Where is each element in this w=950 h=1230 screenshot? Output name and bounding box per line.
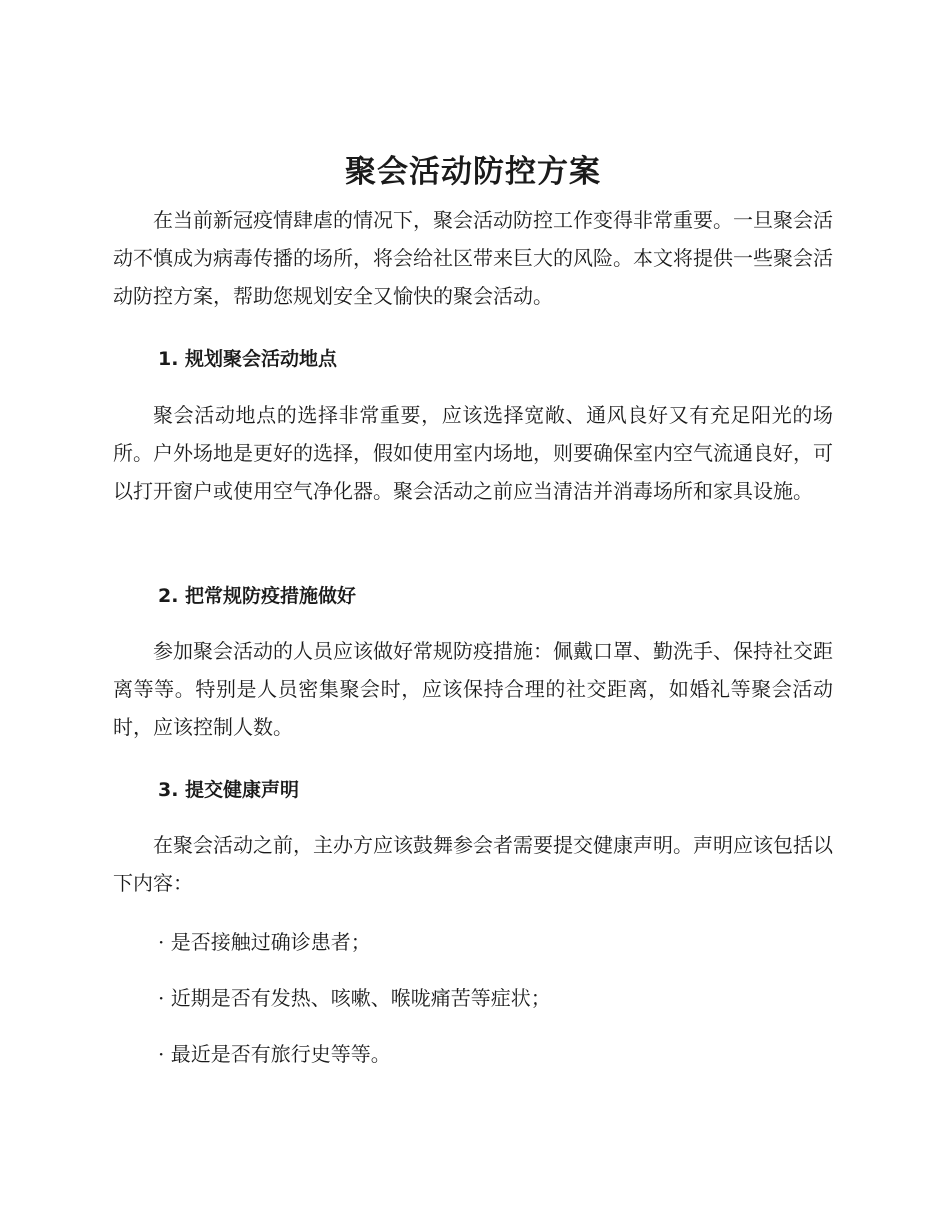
list-item: · 最近是否有旅行史等等。 (158, 1042, 391, 1066)
section-2-body: 参加聚会活动的人员应该做好常规防疫措施：佩戴口罩、勤洗手、保持社交距离等等。特别是人员密集聚会时，应该保持合理的社交距离，如婚礼等聚会活动时，应该控制人数。 (113, 639, 833, 739)
section-3-heading: 3. 提交健康声明 (158, 779, 300, 801)
section-1-heading: 1. 规划聚会活动地点 (158, 348, 338, 370)
document-title: 聚会活动防控方案 (345, 154, 601, 190)
section-1-body: 聚会活动地点的选择非常重要，应该选择宽敞、通风良好又有充足阳光的场所。户外场地是更好的选择，假如使用室内场地，则要确保室内空气流通良好，可以打开窗户或使用空气净化器。聚会活动之前应当清洁并消毒场所和家具设施。 (113, 403, 833, 503)
list-item: · 是否接触过确诊患者； (158, 930, 371, 954)
section-2-heading: 2. 把常规防疫措施做好 (158, 585, 357, 607)
intro-paragraph: 在当前新冠疫情肆虐的情况下，聚会活动防控工作变得非常重要。一旦聚会活动不慎成为病毒传播的场所，将会给社区带来巨大的风险。本文将提供一些聚会活动防控方案，帮助您规划安全又愉快的聚会活动。 (113, 208, 833, 308)
section-3-body: 在聚会活动之前，主办方应该鼓舞参会者需要提交健康声明。声明应该包括以下内容： (113, 833, 833, 895)
list-item: · 近期是否有发热、咳嗽、喉咙痛苦等症状； (158, 986, 551, 1010)
